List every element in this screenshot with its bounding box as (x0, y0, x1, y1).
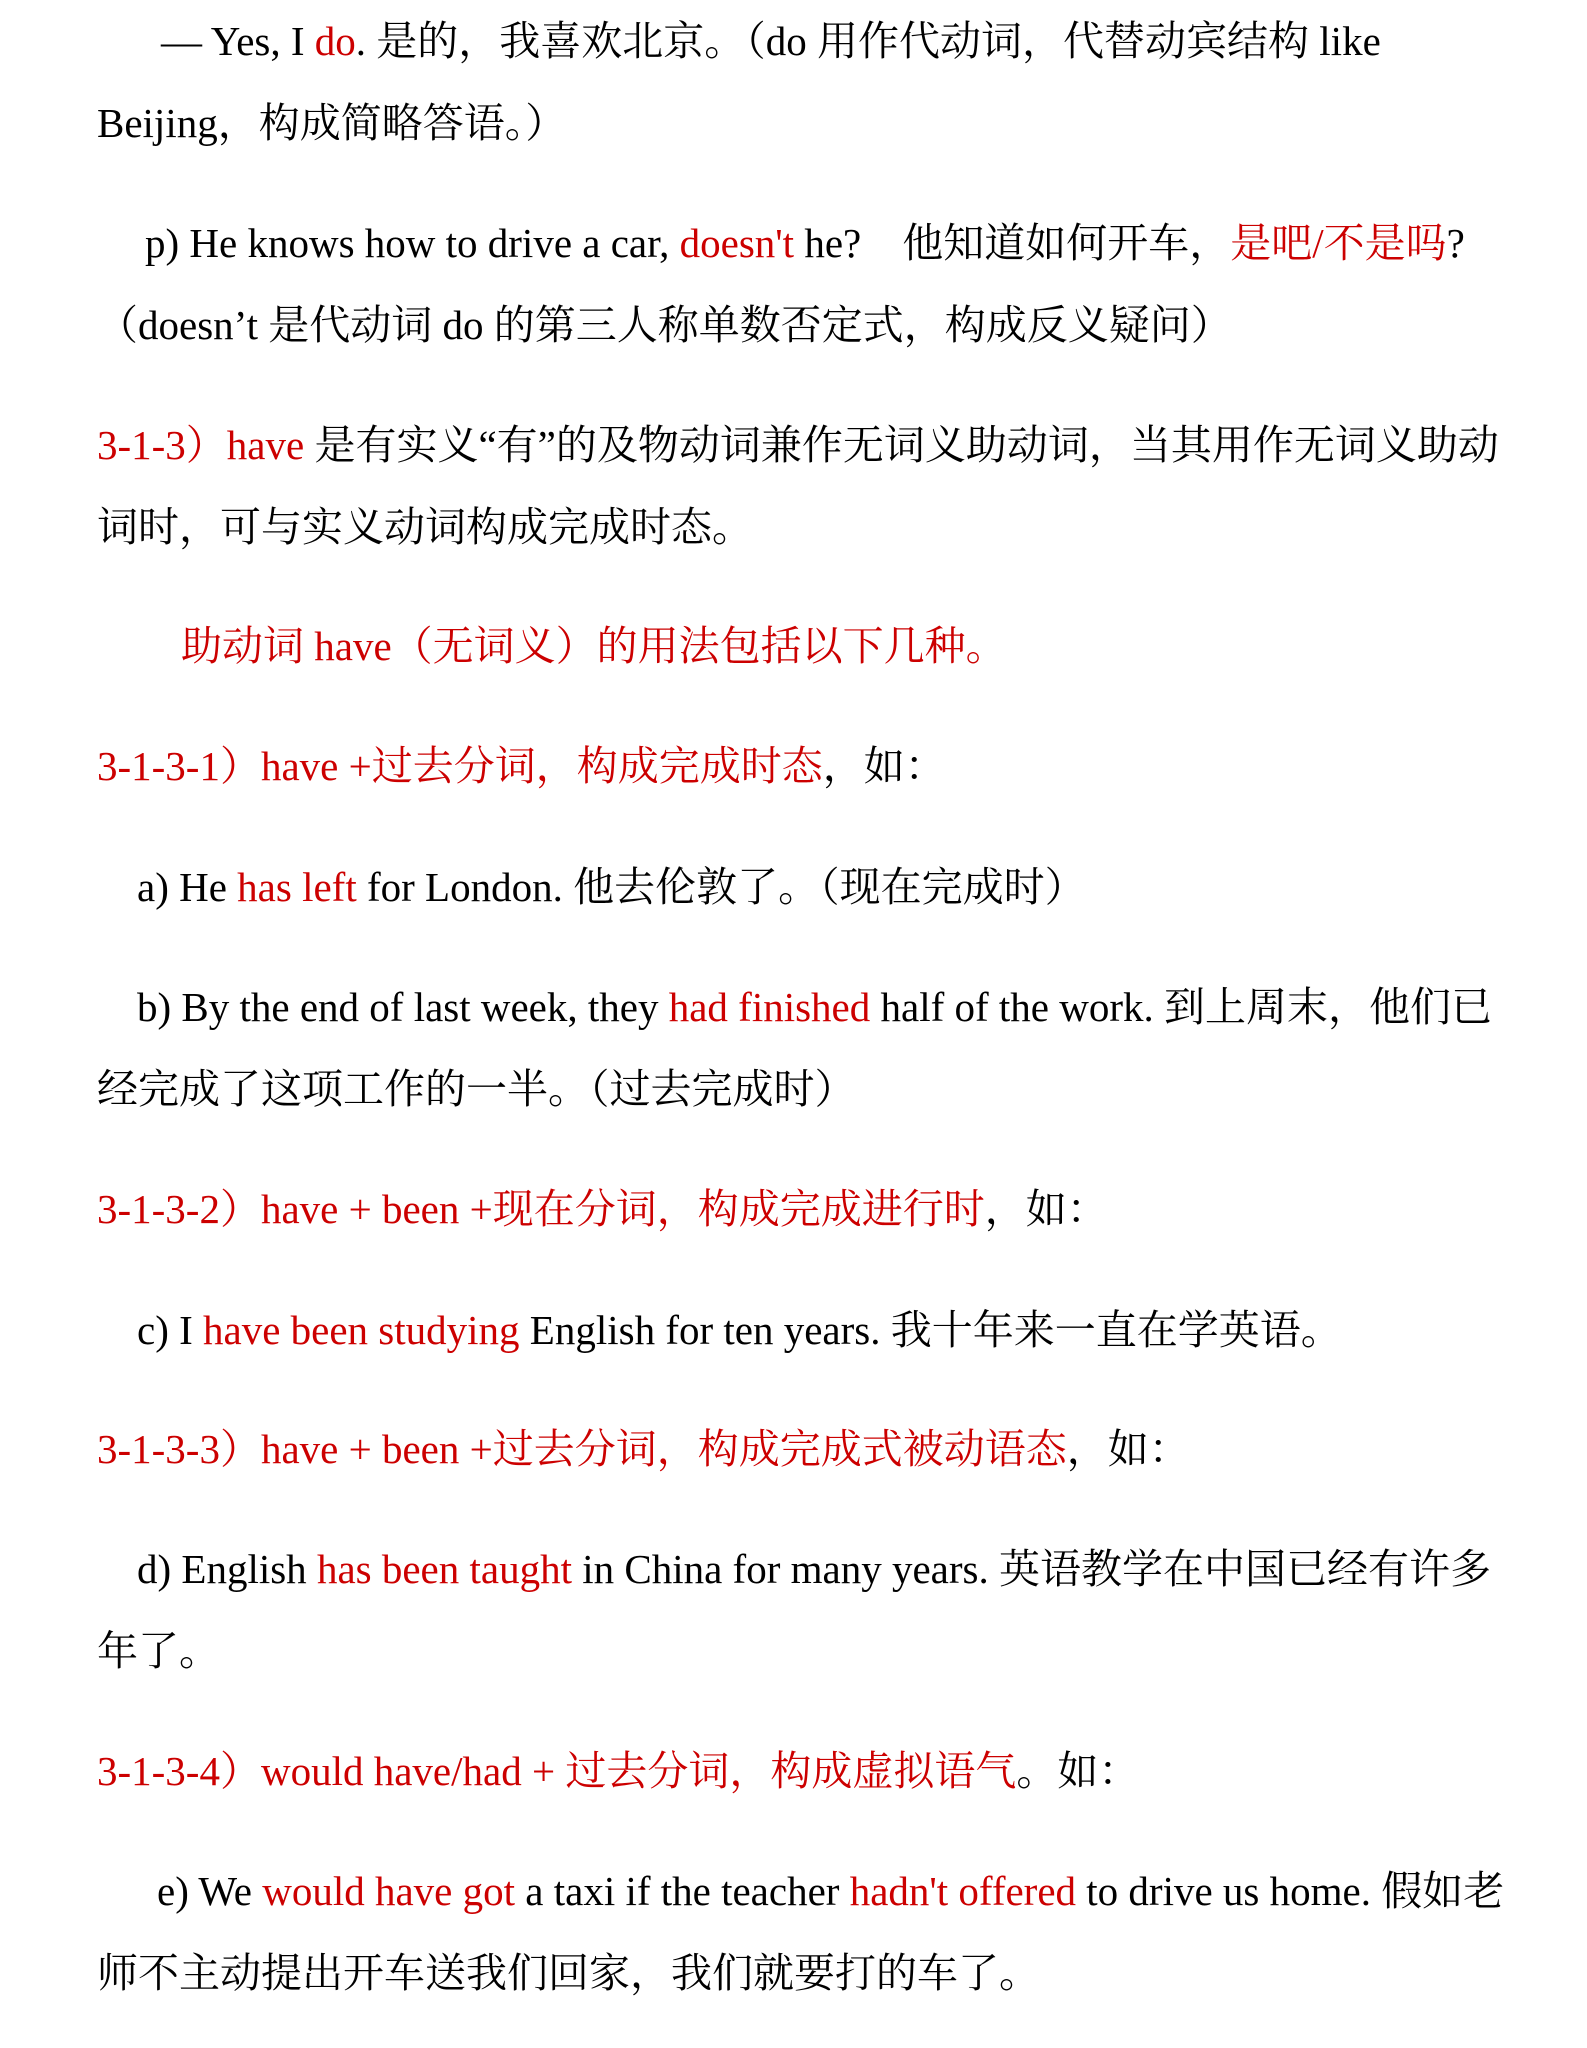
highlighted-text: 3-1-3-4）would have/had + 过去分词，构成虚拟语气 (97, 1748, 1017, 1794)
section-heading-3-1-3 (97, 404, 1517, 568)
body-text: he? 他知道如何开车， (794, 220, 1231, 266)
body-text: ，如： (984, 1186, 1108, 1232)
body-text: in China for many years. 英语教学在中国已经有许多年了。 (97, 1546, 1491, 1674)
section-heading-3-1-3-4 (97, 1730, 1517, 1812)
paragraph-example-b (97, 966, 1517, 1130)
body-text: ?（doesn’t 是代动词 do 的第三人称单数否定式，构成反义疑问） (97, 220, 1465, 348)
body-text: e) We (157, 1868, 263, 1914)
body-text: 是有实义“有”的及物动词兼作无词义助动词，当其用作无词义助动词时，可与实义动词构成完成时态。 (97, 422, 1499, 550)
highlighted-text: 3-1-3-2）have + been +现在分词，构成完成进行时 (97, 1186, 985, 1232)
highlighted-text: do (314, 18, 356, 64)
paragraph-example-d (97, 1528, 1517, 1692)
highlighted-text: has left (237, 864, 357, 910)
body-text: d) English (137, 1546, 317, 1592)
body-text: p) He knows how to drive a car, (145, 220, 680, 266)
paragraph-example-a (97, 846, 1517, 928)
highlighted-text: 3-1-3-1）have +过去分词，构成完成时态 (97, 743, 823, 789)
body-text: — Yes, I (161, 18, 315, 64)
body-text: b) By the end of last week, they (137, 984, 669, 1030)
paragraph-example-c (97, 1289, 1517, 1371)
highlighted-text: 3-1-3）have (97, 422, 305, 468)
body-text: 。如： (1016, 1748, 1140, 1794)
body-text: English for ten years. 我十年来一直在学英语。 (519, 1307, 1342, 1353)
highlighted-text: 助动词 have（无词义）的用法包括以下几种。 (181, 623, 1007, 669)
paragraph-example-p (97, 202, 1517, 366)
body-text: . 是的，我喜欢北京。（do 用作代动词，代替动宾结构 like Beijing，构成简略答语。） (97, 18, 1381, 146)
section-heading-3-1-3-2 (97, 1168, 1517, 1250)
body-text: half of the work. 到上周末，他们已经完成了这项工作的一半。（过去完成时） (97, 984, 1493, 1112)
paragraph-example-e (97, 1850, 1517, 2014)
body-text: c) I (137, 1307, 204, 1353)
highlighted-text: hadn't offered (849, 1868, 1077, 1914)
section-heading-3-1-3-3 (97, 1408, 1517, 1490)
section-heading-3-1-3-1 (97, 725, 1517, 807)
highlighted-text: have been studying (203, 1307, 520, 1353)
highlighted-text: had finished (668, 984, 871, 1030)
paragraph-answer-yes-i-do (97, 0, 1517, 164)
highlighted-text: has been taught (316, 1546, 572, 1592)
body-text: a taxi if the teacher (515, 1868, 850, 1914)
highlighted-text: doesn't (679, 220, 795, 266)
subheading-have-usages (97, 605, 1517, 687)
body-text: to drive us home. 假如老师不主动提出开车送我们回家，我们就要打的车了。 (97, 1868, 1505, 1996)
highlighted-text: would have got (262, 1868, 516, 1914)
body-text: for London. 他去伦敦了。（现在完成时） (356, 864, 1086, 910)
highlighted-text: 是吧/不是吗 (1230, 220, 1447, 266)
highlighted-text: 3-1-3-3）have + been +过去分词，构成完成式被动语态 (97, 1426, 1067, 1472)
body-text: ，如： (1066, 1426, 1190, 1472)
body-text: ，如： (822, 743, 946, 789)
body-text: a) He (137, 864, 238, 910)
